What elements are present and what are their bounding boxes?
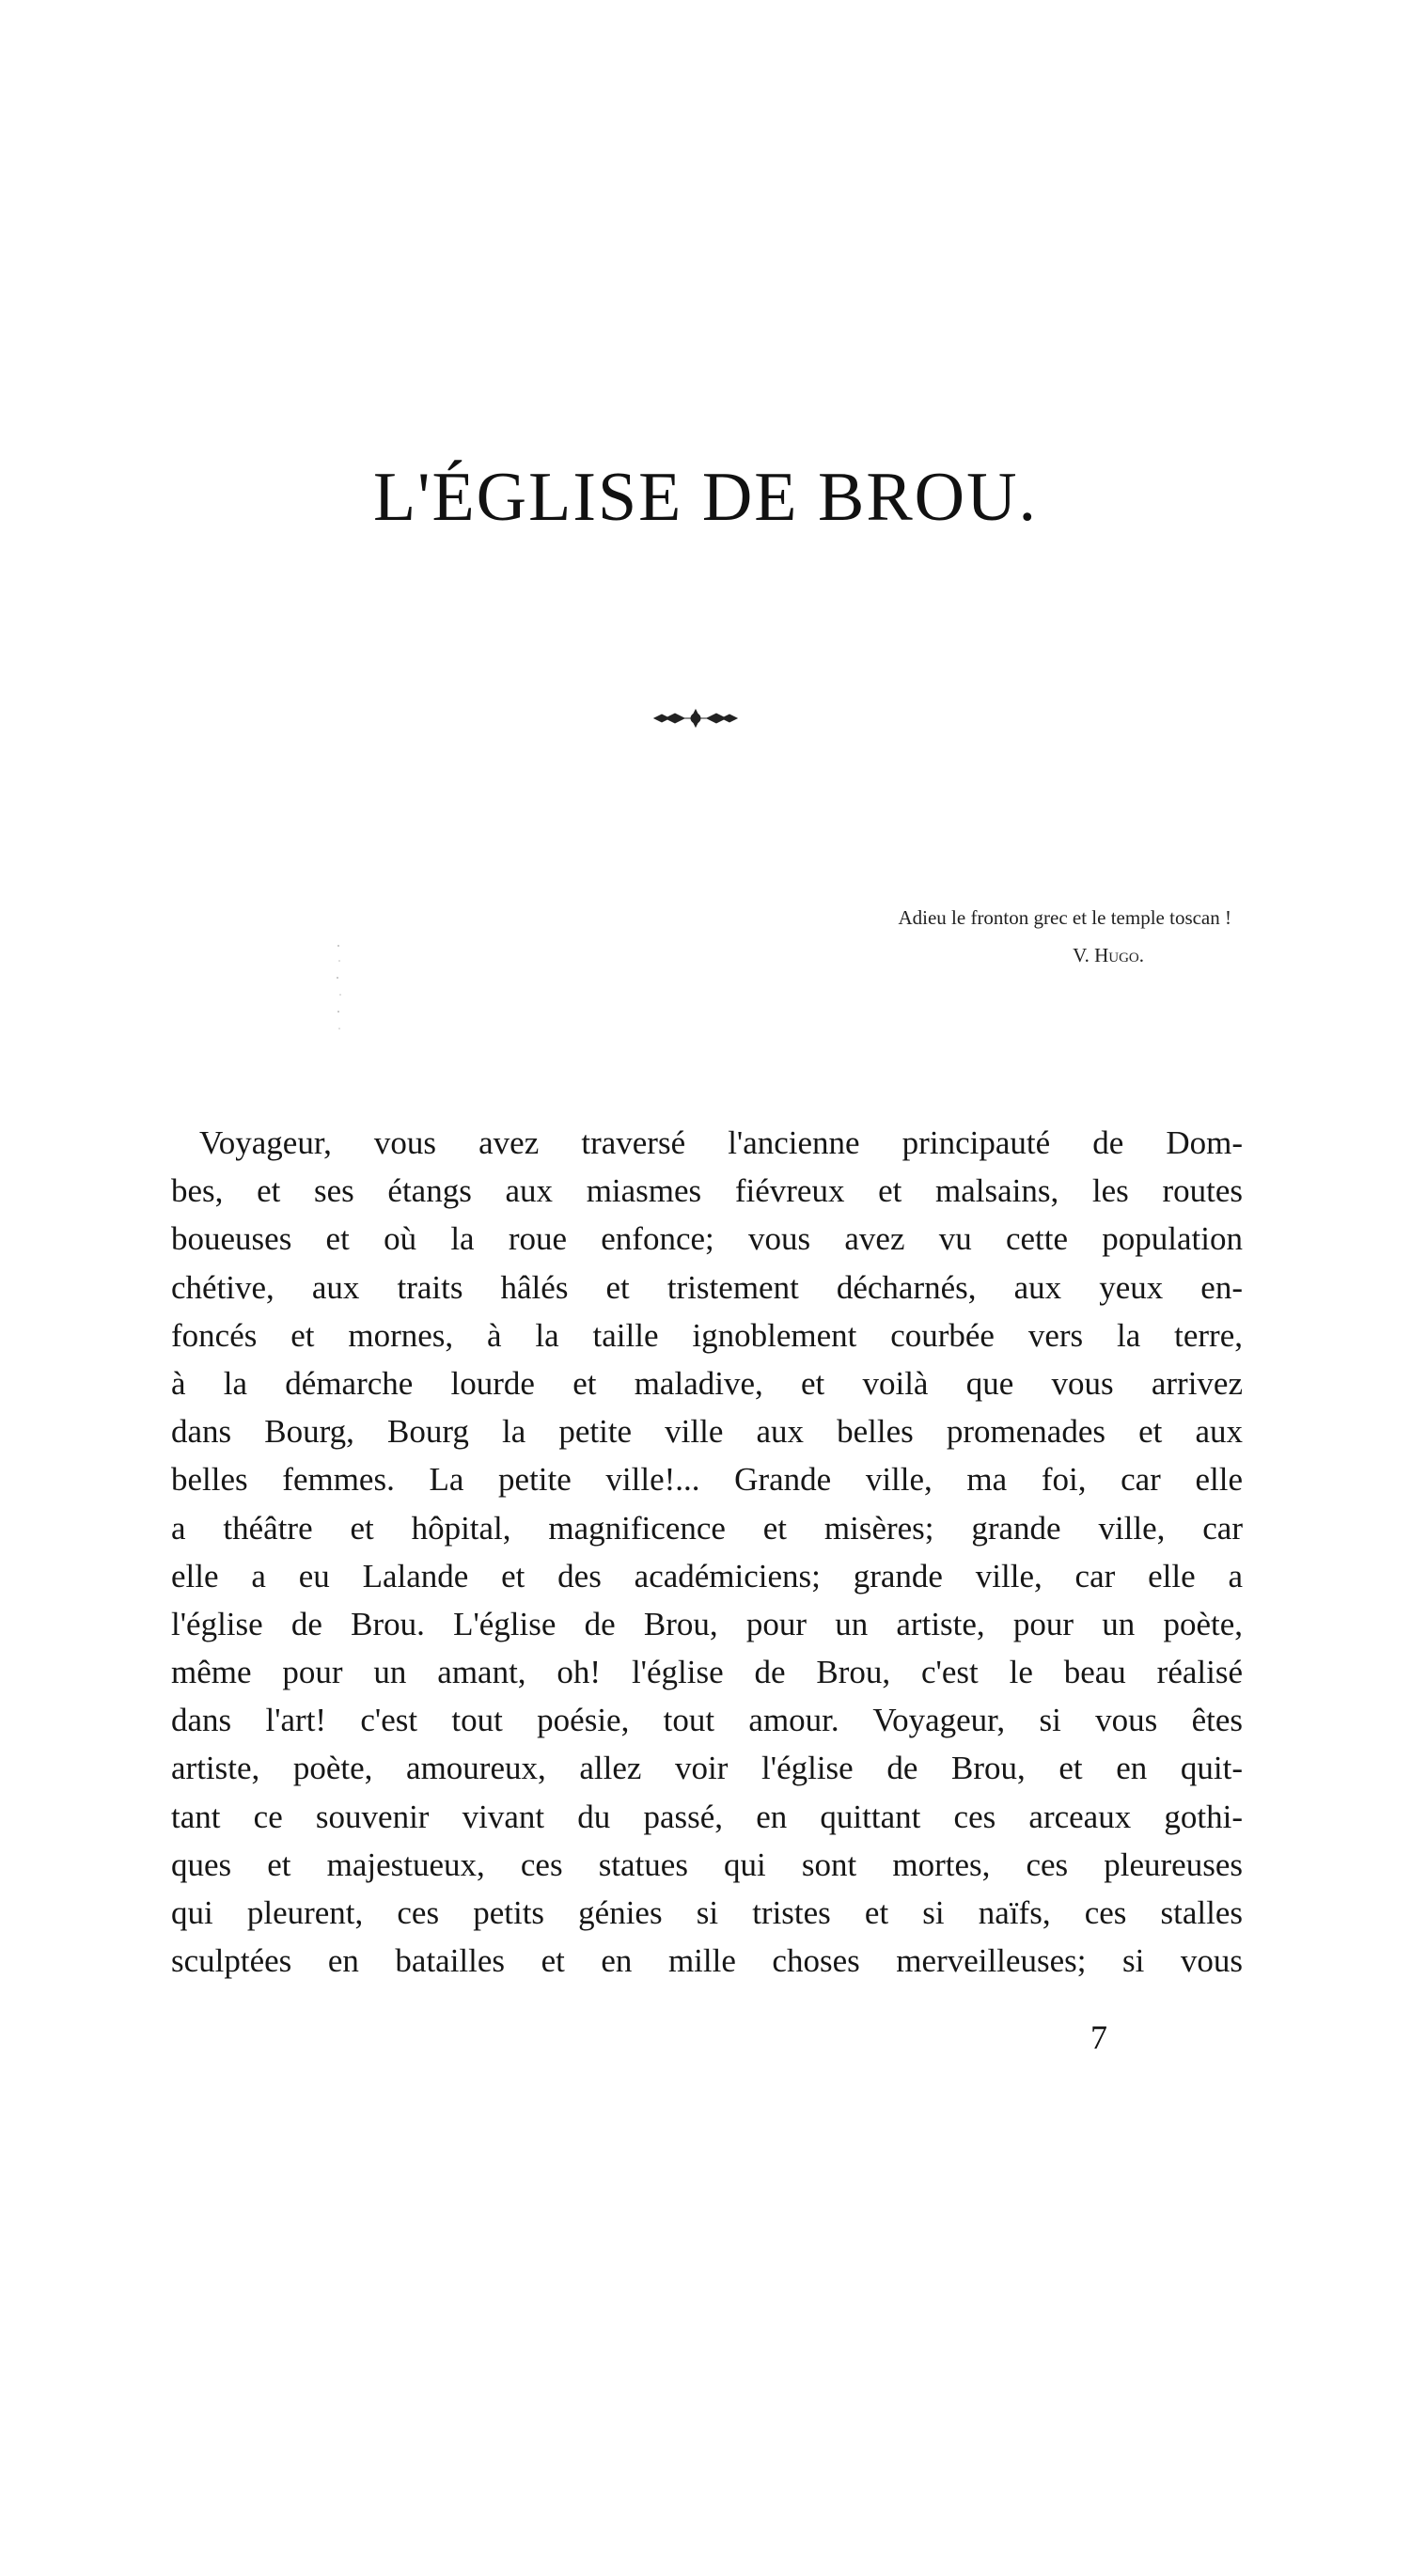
text-line: dans Bourg, Bourg la petite ville aux belles promenades et aux	[171, 1413, 1243, 1451]
text-line: foncés et mornes, à la taille ignoblement courbée vers la terre,	[171, 1316, 1243, 1354]
text-line: artiste, poète, amoureux, allez voir l'église de Brou, et en quit-	[171, 1750, 1243, 1787]
text-line: elle a eu Lalande et des académiciens; grande ville, car elle a	[171, 1557, 1243, 1594]
text-line: ques et majestueux, ces statues qui sont mortes, ces pleureuses	[171, 1846, 1243, 1883]
ornament-fleuron-icon	[652, 707, 739, 730]
epigraph-quote: Adieu le fronton grec et le temple toscan !	[898, 906, 1231, 929]
paper-specks	[331, 940, 350, 1044]
text-line: dans l'art! c'est tout poésie, tout amour. Voyageur, si vous êtes	[171, 1702, 1243, 1739]
text-line: chétive, aux traits hâlés et tristement décharnés, aux yeux en-	[171, 1268, 1243, 1306]
text-line: sculptées en batailles et en mille choses merveilleuses; si vous	[171, 1942, 1243, 1980]
text-line: Voyageur, vous avez traversé l'ancienne principauté de Dom-	[199, 1124, 1243, 1161]
epigraph	[658, 899, 1241, 974]
epigraph-author	[658, 936, 1241, 974]
text-line: l'église de Brou. L'église de Brou, pour un artiste, pour un poète,	[171, 1605, 1243, 1642]
text-line: qui pleurent, ces petits génies si tristes et si naïfs, ces stalles	[171, 1894, 1243, 1931]
epigraph-author-name: V. Hugo.	[1073, 944, 1144, 966]
text-line: bes, et ses étangs aux miasmes fiévreux et malsains, les routes	[171, 1172, 1243, 1210]
text-line: belles femmes. La petite ville!... Grande ville, ma foi, car elle	[171, 1461, 1243, 1499]
text-line: tant ce souvenir vivant du passé, en quittant ces arceaux gothi-	[171, 1798, 1243, 1835]
chapter-title: L'ÉGLISE DE BROU.	[372, 459, 1039, 536]
text-line: boueuses et où la roue enfonce; vous avez vu cette population	[171, 1220, 1243, 1258]
text-line: même pour un amant, oh! l'église de Brou, c'est le beau réalisé	[171, 1654, 1243, 1691]
text-line: a théâtre et hôpital, magnificence et misères; grande ville, car	[171, 1509, 1243, 1547]
page-number: 7	[1090, 2018, 1107, 2056]
text-line: à la démarche lourde et maladive, et voilà que vous arrivez	[171, 1364, 1243, 1402]
body-paragraph	[171, 1119, 1243, 1985]
